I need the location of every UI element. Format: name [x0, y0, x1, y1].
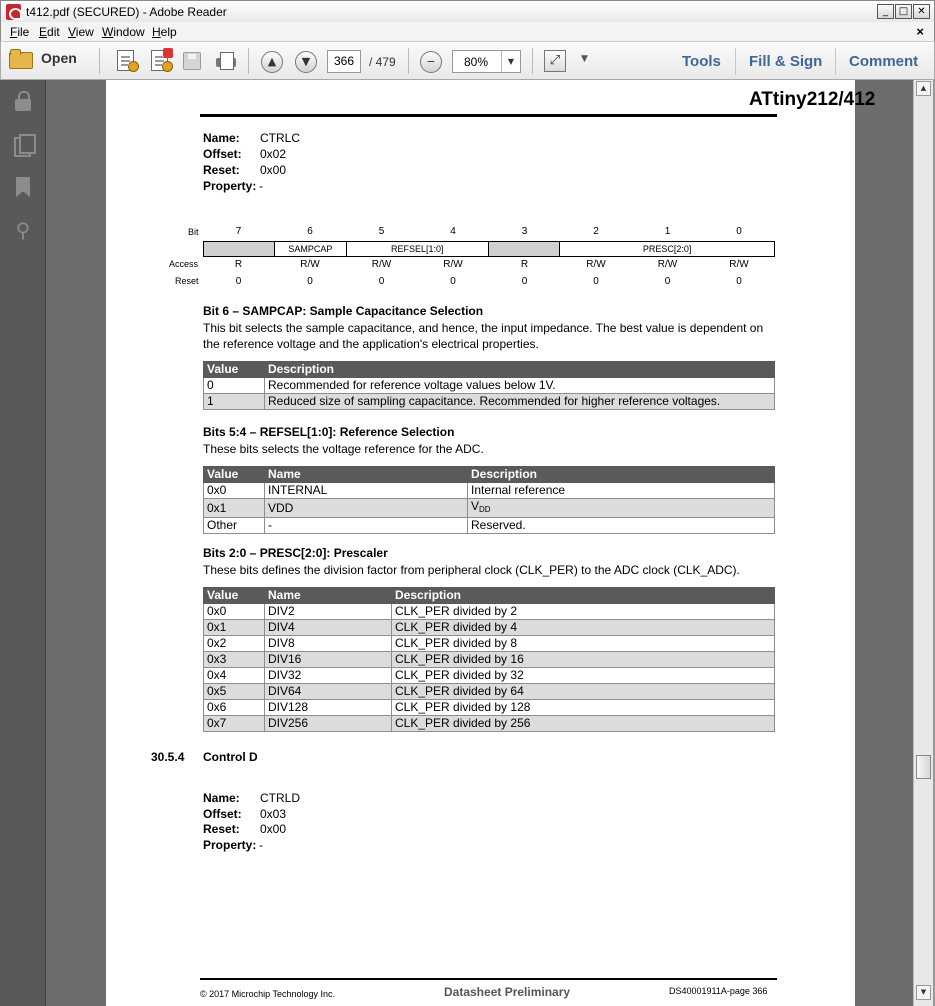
toolbar-divider: [99, 48, 100, 74]
table-row: [204, 378, 775, 394]
register-field: REFSEL[1:0]: [347, 242, 490, 256]
offset-key: Offset:: [203, 807, 242, 821]
page-number-input[interactable]: 366: [327, 50, 361, 73]
table-cell: -: [265, 518, 468, 534]
toolbar: [0, 41, 935, 80]
table-cell: 1: [204, 394, 265, 410]
footer-copyright: © 2017 Microchip Technology Inc.: [200, 989, 336, 999]
property-value: -: [259, 179, 263, 193]
register-field-reserved: [489, 242, 560, 256]
register-field: SAMPCAP: [275, 242, 346, 256]
footer-rule: [200, 978, 777, 980]
register-field-reserved: [204, 242, 275, 256]
refsel-title: Bits 5:4 – REFSEL[1:0]: Reference Selection: [203, 425, 455, 439]
menu-edit-mnemonic: E: [39, 25, 48, 39]
register-access-value: R/W: [300, 259, 320, 270]
vdd-subscript: DD: [479, 505, 491, 514]
register-reset-value: 0: [736, 276, 742, 287]
menu-help-label: elp: [160, 25, 177, 39]
maximize-button[interactable]: □: [895, 4, 912, 19]
register-access-value: R: [234, 259, 243, 270]
chevron-down-icon[interactable]: ▼: [501, 51, 520, 72]
table-cell: 0x0: [204, 483, 265, 499]
toolbar-divider: [532, 48, 533, 74]
toolbar-divider: [835, 48, 836, 75]
table-row: [204, 394, 775, 410]
cog-badge-icon: [128, 61, 139, 72]
menu-file-label: ile: [17, 25, 30, 39]
table-row: [204, 518, 775, 534]
offset-value: 0x02: [260, 147, 287, 161]
menu-help-mnemonic: H: [152, 25, 161, 39]
navigation-pane: [0, 80, 46, 1006]
register-bit-number: 3: [521, 226, 528, 237]
column-header: Value: [204, 467, 265, 483]
register-bit-label: Bit: [188, 227, 199, 237]
table-row: [204, 684, 775, 700]
zoom-out-button[interactable]: −: [420, 51, 442, 73]
scroll-down-icon[interactable]: ▼: [916, 985, 931, 1000]
table-cell: 0x7: [204, 716, 265, 732]
table-cell: 0x0: [204, 604, 265, 620]
table-cell: CLK_PER divided by 32: [392, 668, 775, 684]
header-rule: [200, 114, 777, 117]
property-key: Property:: [203, 179, 257, 193]
table-cell: DIV32: [265, 668, 392, 684]
menu-view-mnemonic: V: [68, 25, 76, 39]
register-fields: [203, 241, 775, 257]
table-row: [204, 620, 775, 636]
vdd-symbol: V: [471, 499, 480, 513]
window-title: t412.pdf (SECURED) - Adobe Reader: [26, 5, 227, 19]
column-header: Value: [204, 588, 265, 604]
refsel-description: These bits selects the voltage reference for the ADC.: [203, 442, 484, 456]
print-icon[interactable]: [216, 52, 236, 70]
register-reset-value: 0: [307, 276, 313, 287]
table-row: [204, 636, 775, 652]
zoom-value: 80%: [464, 55, 489, 69]
table-cell: CLK_PER divided by 64: [392, 684, 775, 700]
register-bit-number: 5: [378, 226, 385, 237]
footer-page-id: DS40001911A-page 366: [669, 986, 768, 996]
name-value: CTRLC: [260, 131, 301, 145]
minimize-button[interactable]: _: [877, 4, 894, 19]
previous-page-button[interactable]: ▲: [261, 51, 283, 73]
table-row: [204, 716, 775, 732]
register-access-value: R/W: [586, 259, 606, 270]
reset-key: Reset:: [203, 822, 240, 836]
table-cell: CLK_PER divided by 2: [392, 604, 775, 620]
register-bit-number: 2: [593, 226, 599, 237]
menu-file[interactable]: [10, 25, 29, 39]
vertical-scrollbar[interactable]: [913, 80, 933, 1006]
attachment-icon[interactable]: ⚲: [15, 218, 31, 242]
column-header: Description: [265, 362, 775, 378]
scrollbar-thumb[interactable]: [916, 755, 931, 779]
register-access-value: R/W: [729, 259, 749, 270]
cog-badge-icon: [162, 61, 173, 72]
presc-description: These bits defines the division factor from peripheral clock (CLK_PER) to the ADC clock (CLK_ADC).: [203, 563, 740, 577]
comment-button[interactable]: Comment: [849, 53, 919, 70]
reset-value: 0x00: [260, 822, 287, 836]
page-total: / 479: [369, 55, 396, 69]
table-row: [204, 652, 775, 668]
register-reset-value: 0: [450, 276, 456, 287]
table-cell: Other: [204, 518, 265, 534]
menu-file-mnemonic: F: [10, 25, 18, 39]
pdf-page: [106, 80, 876, 1006]
window-controls: [877, 4, 930, 19]
toolbar-divider: [735, 48, 736, 75]
table-cell: Reduced size of sampling capacitance. Recommended for higher reference voltages.: [265, 394, 775, 410]
table-cell: DIV2: [265, 604, 392, 620]
scroll-up-icon[interactable]: ▲: [916, 81, 931, 96]
table-cell: 0x6: [204, 700, 265, 716]
name-key: Name:: [203, 131, 240, 145]
table-cell: CLK_PER divided by 16: [392, 652, 775, 668]
table-header-row: [204, 467, 775, 483]
menu-edit[interactable]: [39, 25, 60, 39]
sampcap-title: Bit 6 – SAMPCAP: Sample Capacitance Selection: [203, 304, 484, 318]
toolbar-divider: [248, 48, 249, 74]
register-access-value: R/W: [657, 259, 678, 270]
open-button[interactable]: [9, 49, 77, 67]
table-cell: CLK_PER divided by 256: [392, 716, 775, 732]
table-cell: INTERNAL: [265, 483, 468, 499]
table-cell: VDD: [265, 499, 468, 518]
create-pdf-icon[interactable]: [117, 50, 134, 71]
sampcap-table: [203, 361, 775, 410]
close-document-button[interactable]: ×: [916, 24, 924, 39]
menu-window-label: indow: [113, 25, 145, 39]
fill-sign-button[interactable]: Fill & Sign: [749, 53, 823, 70]
zoom-select[interactable]: [452, 50, 521, 73]
toolbar-divider: [408, 48, 409, 74]
table-row: [204, 700, 775, 716]
table-cell: [468, 499, 775, 518]
property-value: -: [259, 838, 263, 852]
more-tools-icon[interactable]: ▼: [581, 54, 588, 64]
acrobat-app-icon: [6, 4, 21, 20]
column-header: Description: [392, 588, 775, 604]
name-value: CTRLD: [260, 791, 301, 805]
open-label: Open: [41, 50, 77, 66]
table-cell: DIV256: [265, 716, 392, 732]
menu-view[interactable]: [68, 25, 94, 39]
column-header: Value: [204, 362, 265, 378]
table-cell: CLK_PER divided by 128: [392, 700, 775, 716]
reset-value: 0x00: [260, 163, 287, 177]
table-cell: 0x1: [204, 620, 265, 636]
section-title: Control D: [203, 750, 258, 764]
title-bar: [0, 0, 935, 22]
table-cell: 0: [204, 378, 265, 394]
table-cell: 0x4: [204, 668, 265, 684]
menu-window-mnemonic: W: [102, 25, 114, 39]
pdf-badge-icon: [163, 48, 173, 58]
table-row: [204, 499, 775, 518]
column-header: Name: [265, 588, 392, 604]
register-access-value: R/W: [443, 259, 463, 270]
reset-key: Reset:: [203, 163, 240, 177]
register-bit-number: 6: [307, 226, 313, 237]
table-cell: CLK_PER divided by 4: [392, 620, 775, 636]
register-reset-value: 0: [664, 276, 671, 287]
table-cell: Reserved.: [468, 518, 775, 534]
lock-icon[interactable]: [12, 90, 34, 112]
table-header-row: [204, 362, 775, 378]
table-cell: DIV64: [265, 684, 392, 700]
table-cell: CLK_PER divided by 8: [392, 636, 775, 652]
table-cell: 0x1: [204, 499, 265, 518]
bookmark-icon[interactable]: [12, 176, 34, 198]
register-reset-value: 0: [378, 276, 385, 287]
folder-icon: [9, 49, 33, 67]
register-access-value: R: [520, 259, 529, 270]
table-cell: Recommended for reference voltage values below 1V.: [265, 378, 775, 394]
offset-value: 0x03: [260, 807, 287, 821]
table-cell: Internal reference: [468, 483, 775, 499]
property-key: Property:: [203, 838, 257, 852]
offset-key: Offset:: [203, 147, 242, 161]
table-cell: DIV4: [265, 620, 392, 636]
menu-view-label: iew: [75, 25, 94, 39]
register-reset-label: Reset: [175, 276, 199, 286]
register-access-label: Access: [169, 259, 199, 269]
refsel-table: [203, 466, 775, 534]
menu-window[interactable]: [102, 25, 145, 39]
register-bit-number: 4: [450, 226, 456, 237]
presc-title: Bits 2:0 – PRESC[2:0]: Prescaler: [203, 546, 388, 560]
table-cell: 0x2: [204, 636, 265, 652]
fit-page-icon[interactable]: ⤢: [544, 50, 566, 72]
tools-button[interactable]: Tools: [682, 53, 721, 70]
menu-bar: [0, 22, 935, 41]
table-cell: 0x5: [204, 684, 265, 700]
column-header: Name: [265, 467, 468, 483]
sampcap-description: This bit selects the sample capacitance, and hence, the input impedance. The best value is dependent on the reference voltage and the application's electrical properties.: [203, 321, 764, 351]
table-cell: 0x3: [204, 652, 265, 668]
register-access-value: R/W: [371, 259, 392, 270]
save-icon[interactable]: [183, 52, 201, 70]
register-reset-value: 0: [235, 276, 242, 287]
next-page-button[interactable]: ▼: [295, 51, 317, 73]
page-header-title: ATtiny212/412: [749, 89, 876, 110]
register-bit-number: 0: [736, 226, 742, 237]
register-reset-value: 0: [593, 276, 599, 287]
register-reset-value: 0: [521, 276, 528, 287]
register-bit-number: 1: [664, 226, 671, 237]
table-cell: DIV8: [265, 636, 392, 652]
page-thumbnails-icon[interactable]: [12, 134, 34, 156]
footer-status: Datasheet Preliminary: [444, 985, 571, 999]
menu-edit-label: dit: [47, 25, 60, 39]
table-cell: DIV16: [265, 652, 392, 668]
table-row: [204, 483, 775, 499]
table-row: [204, 668, 775, 684]
close-window-button[interactable]: ✕: [913, 4, 930, 19]
name-key: Name:: [203, 791, 240, 805]
presc-table: [203, 587, 775, 732]
table-header-row: [204, 588, 775, 604]
column-header: Description: [468, 467, 775, 483]
export-pdf-icon[interactable]: [151, 50, 168, 71]
menu-help[interactable]: [152, 25, 177, 39]
register-field: PRESC[2:0]: [642, 244, 692, 254]
table-row: [204, 604, 775, 620]
section-number: 30.5.4: [151, 750, 185, 764]
table-cell: DIV128: [265, 700, 392, 716]
register-bit-number: 7: [235, 226, 242, 237]
